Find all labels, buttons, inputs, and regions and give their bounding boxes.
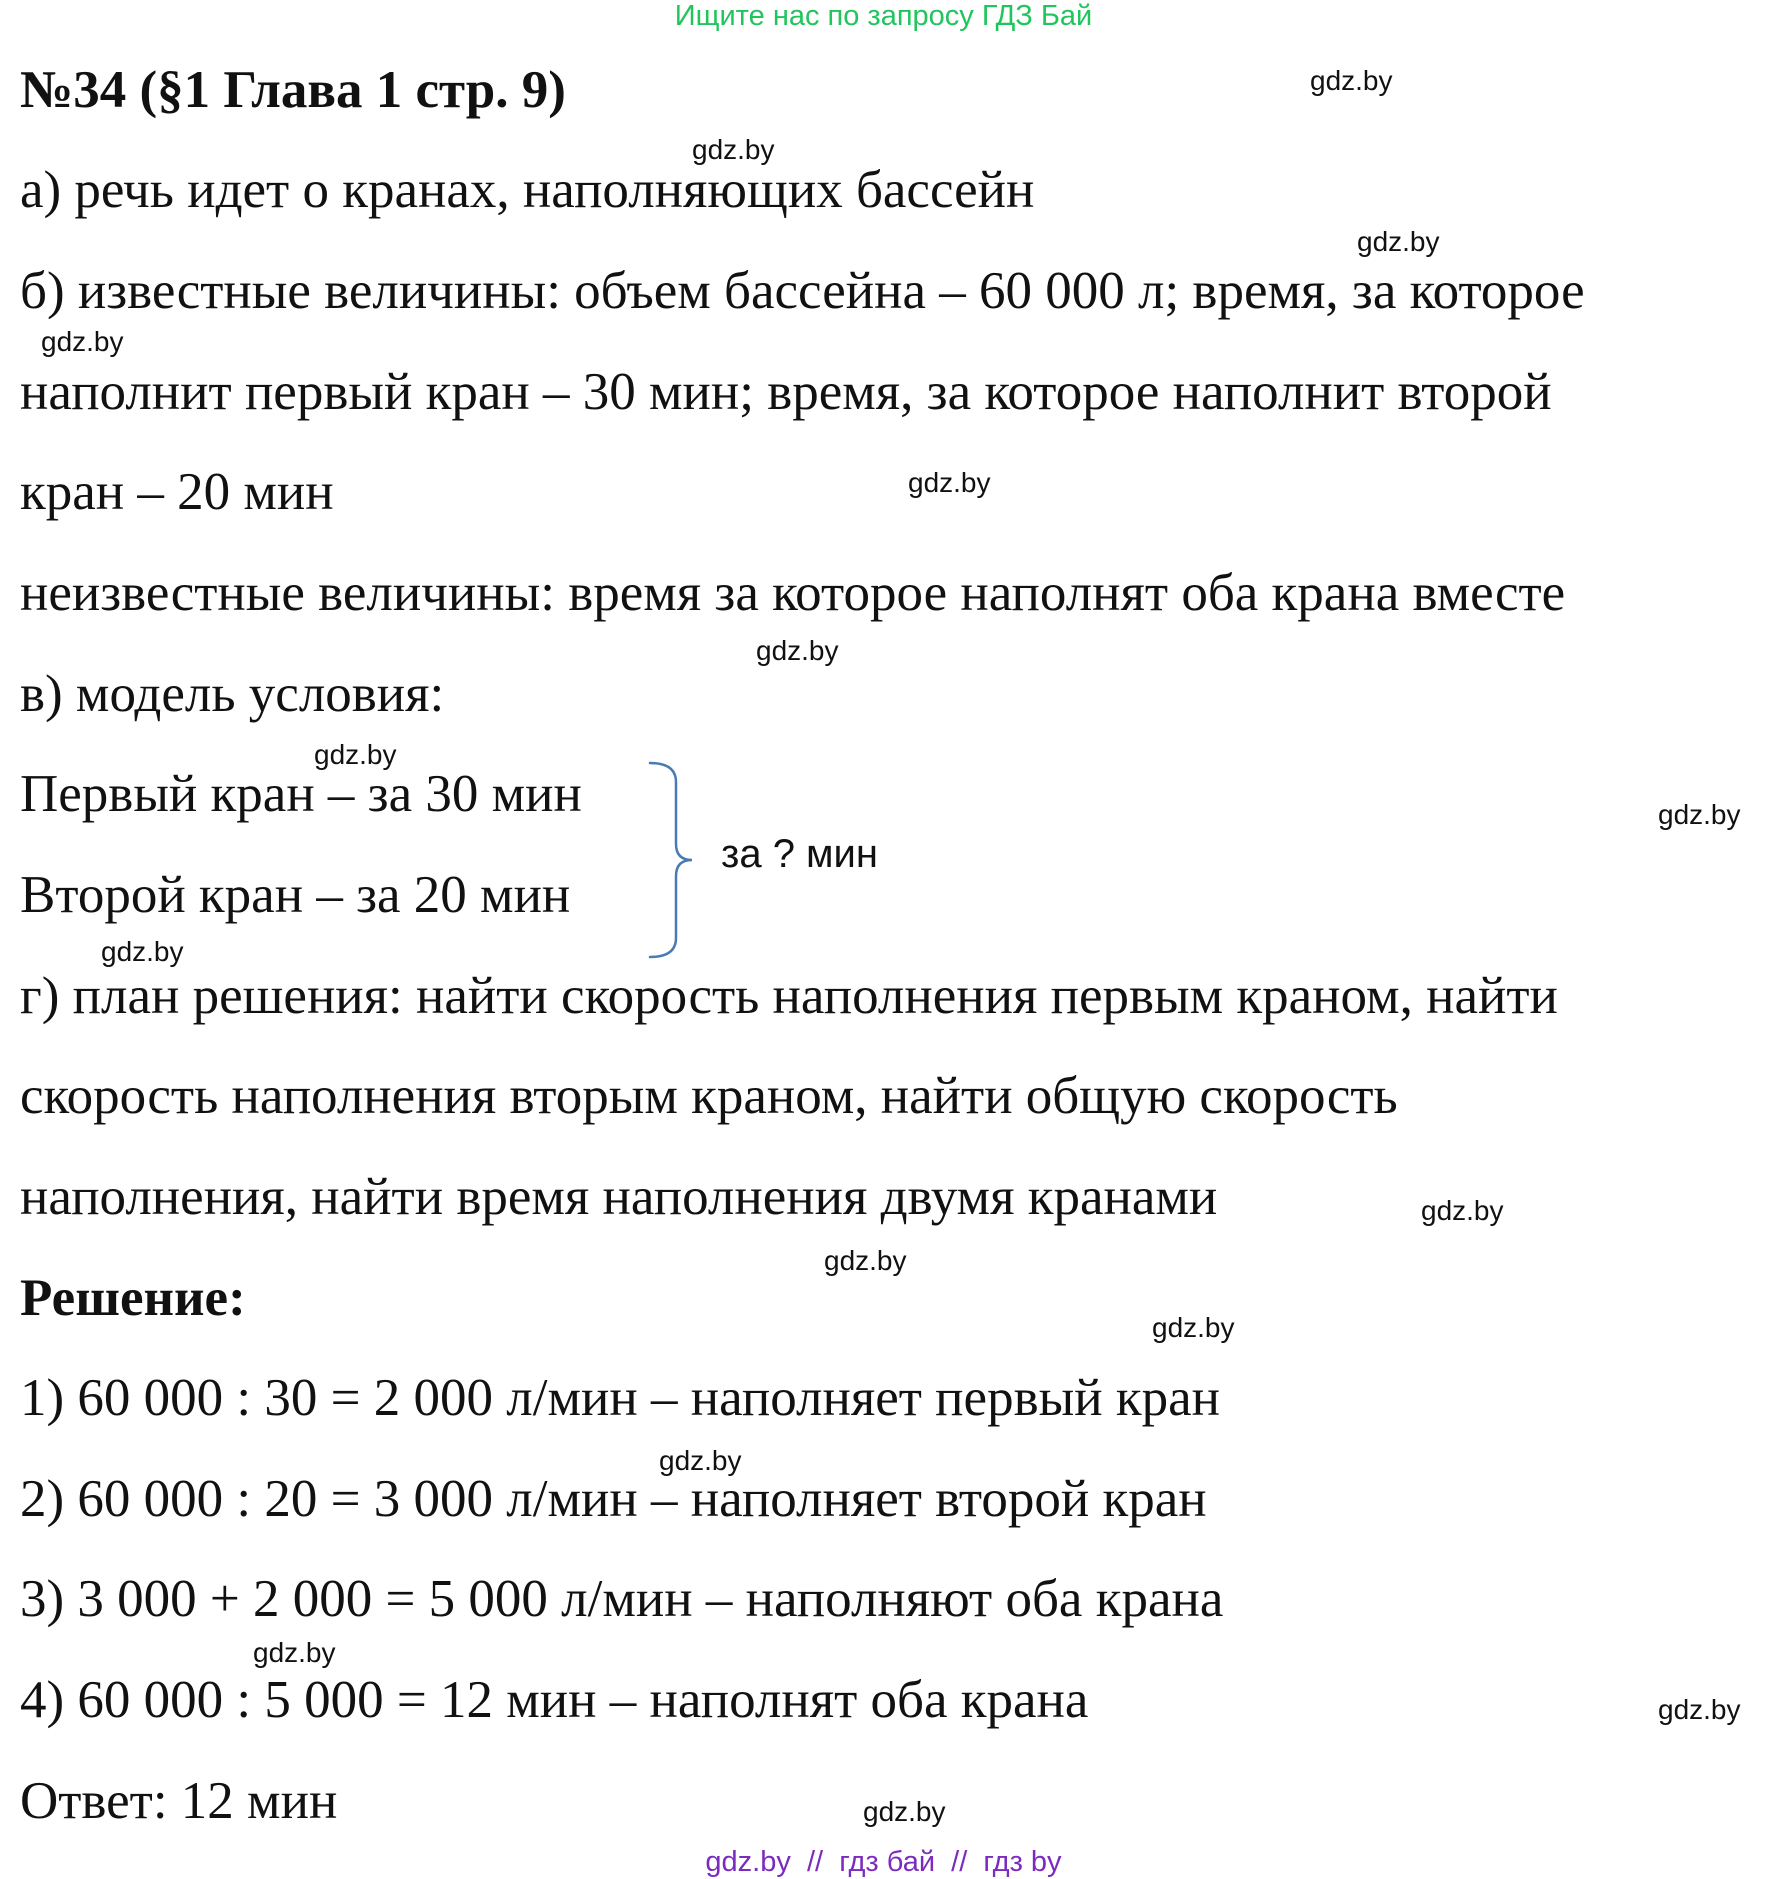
analysis-b-line-3: кран – 20 мин xyxy=(20,463,334,521)
watermark: gdz.by xyxy=(824,1245,907,1276)
watermark: gdz.by xyxy=(1658,1694,1741,1725)
footer-links: gdz.by // гдз бай // гдз by xyxy=(705,1846,1062,1878)
watermark: gdz.by xyxy=(908,467,991,498)
watermark: gdz.by xyxy=(1357,226,1440,257)
analysis-a: а) речь идет о кранах, наполняющих бассейн xyxy=(20,161,1035,219)
analysis-b-line-1: б) известные величины: объем бассейна – 60 000 л; время, за которое xyxy=(20,262,1585,320)
watermark: gdz.by xyxy=(253,1637,336,1668)
analysis-b-line-2: наполнит первый кран – 30 мин; время, за которое наполнит второй xyxy=(20,363,1552,421)
solution-step-2: 2) 60 000 : 20 = 3 000 л/мин – наполняет второй кран xyxy=(20,1470,1207,1528)
analysis-v: в) модель условия: xyxy=(20,665,445,723)
watermark: gdz.by xyxy=(692,134,775,165)
watermark: gdz.by xyxy=(1152,1312,1235,1343)
watermark: gdz.by xyxy=(41,326,124,357)
curly-brace-icon xyxy=(648,760,698,960)
answer: Ответ: 12 мин xyxy=(20,1772,338,1830)
solution-heading: Решение: xyxy=(20,1269,246,1327)
page-title: №34 (§1 Глава 1 стр. 9) xyxy=(20,61,566,119)
watermark: gdz.by xyxy=(863,1796,946,1827)
top-banner: Ищите нас по запросу ГДЗ Бай xyxy=(674,0,1093,32)
watermark: gdz.by xyxy=(1658,799,1741,830)
watermark: gdz.by xyxy=(314,739,397,770)
model-second-tap: Второй кран – за 20 мин xyxy=(20,866,571,924)
model-first-tap: Первый кран – за 30 мин xyxy=(20,765,582,823)
watermark: gdz.by xyxy=(1310,65,1393,96)
analysis-g-line-1: г) план решения: найти скорость наполнения первым краном, найти xyxy=(20,967,1558,1025)
model-total-time: за ? мин xyxy=(721,832,878,876)
analysis-g-line-2: скорость наполнения вторым краном, найти общую скорость xyxy=(20,1067,1398,1125)
analysis-g-line-3: наполнения, найти время наполнения двумя кранами xyxy=(20,1168,1218,1226)
solution-step-4: 4) 60 000 : 5 000 = 12 мин – наполнят оба крана xyxy=(20,1671,1089,1729)
solution-step-3: 3) 3 000 + 2 000 = 5 000 л/мин – наполняют оба крана xyxy=(20,1570,1224,1628)
watermark: gdz.by xyxy=(101,936,184,967)
solution-step-1: 1) 60 000 : 30 = 2 000 л/мин – наполняет первый кран xyxy=(20,1369,1220,1427)
watermark: gdz.by xyxy=(756,635,839,666)
watermark: gdz.by xyxy=(659,1445,742,1476)
watermark: gdz.by xyxy=(1421,1195,1504,1226)
analysis-unknown: неизвестные величины: время за которое наполнят оба крана вместе xyxy=(20,564,1566,622)
